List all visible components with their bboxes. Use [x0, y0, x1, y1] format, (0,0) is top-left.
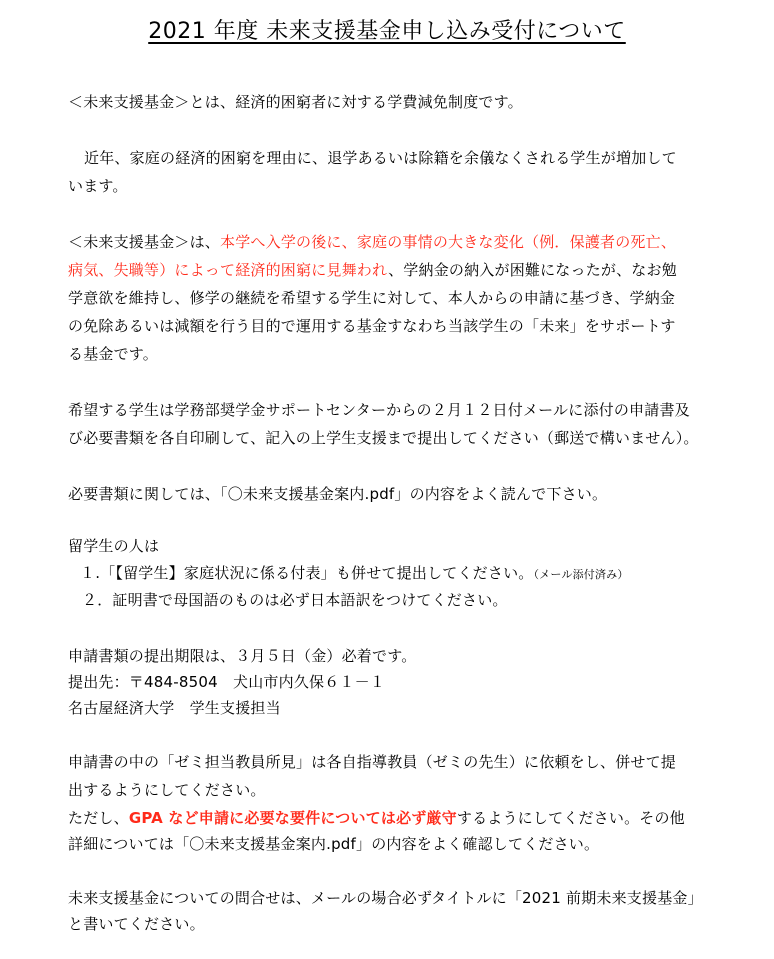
- purpose-line-2: [68, 260, 677, 280]
- seminar-note-line-1: 申請書の中の「ゼミ担当教員所見」は各自指導教員（ゼミの先生）に依頼をし、併せて提: [68, 753, 677, 771]
- seminar-note-line-2: 出するようにしてください。: [68, 781, 266, 799]
- requirements-line-1-plain-b: するようにしてください。その他: [456, 809, 685, 827]
- international-item-1: [80, 563, 629, 585]
- application-line-2: び必要書類を各自印刷して、記入の上学生支援まで提出してください（郵送で構いません）。: [68, 429, 699, 447]
- purpose-line-4: の免除あるいは減額を行う目的で運用する基金すなわち当該学生の「未来」をサポートす: [68, 317, 676, 335]
- intro-definition: ＜未来支援基金＞とは、経済的困窮者に対する学費減免制度です。: [68, 93, 523, 111]
- purpose-line-2-highlight: 病気、失職等）によって経済的困窮に見舞われ: [68, 261, 389, 279]
- purpose-line-1-highlight: 本学へ入学の後に、家庭の事情の大きな変化（例．保護者の死亡、: [220, 233, 677, 251]
- inquiry-line-2: と書いてください。: [68, 915, 205, 933]
- international-item-2: ２．証明書で母国語のものは必ず日本語訳をつけてください。: [82, 591, 508, 609]
- purpose-line-3: 学意欲を維持し、修学の継続を希望する学生に対して、本人からの申請に基づき、学納金: [68, 289, 676, 307]
- background-line-2: います。: [68, 177, 128, 195]
- requirements-line-1-highlight: GPA など申請に必要な要件については必ず厳守: [128, 809, 457, 827]
- purpose-line-2-plain: 、学納金の納入が困難になったが、なお勉: [388, 261, 677, 279]
- submission-address: 提出先：〒484-8504 犬山市内久保６１－１: [68, 673, 386, 691]
- page-title: 2021 年度 未来支援基金申し込み受付について: [148, 19, 626, 44]
- purpose-line-5: る基金です。: [68, 345, 159, 363]
- requirements-line-1: [68, 808, 685, 828]
- required-documents-note: 必要書類に関しては、「〇未来支援基金案内.pdf」の内容をよく読んで下さい。: [68, 485, 608, 503]
- purpose-line-1-plain: ＜未来支援基金＞は、: [68, 233, 221, 251]
- purpose-line-1: [68, 232, 676, 252]
- international-item-1-text: １.「【留学生】家庭状況に係る付表」も併せて提出してください。: [80, 564, 534, 582]
- international-students-heading: 留学生の人は: [68, 537, 160, 555]
- application-line-1: 希望する学生は学務部奨学金サポートセンターからの２月１２日付メールに添付の申請書及: [68, 401, 690, 419]
- deadline-line: 申請書類の提出期限は、３月５日（金）必着です。: [68, 647, 417, 665]
- requirements-line-2: 詳細については「〇未来支援基金案内.pdf」の内容をよく確認してください。: [68, 835, 600, 853]
- international-item-1-note: （メール添付済み）: [533, 568, 629, 581]
- requirements-line-1-plain-a: ただし、: [68, 809, 129, 827]
- inquiry-line-1: 未来支援基金についての問合せは、メールの場合必ずタイトルに「2021 前期未来支援基金」: [68, 889, 703, 907]
- background-line-1: 近年、家庭の経済的困窮を理由に、退学あるいは除籍を余儀なくされる学生が増加して: [84, 149, 677, 167]
- submission-office: 名古屋経済大学 学生支援担当: [68, 699, 281, 717]
